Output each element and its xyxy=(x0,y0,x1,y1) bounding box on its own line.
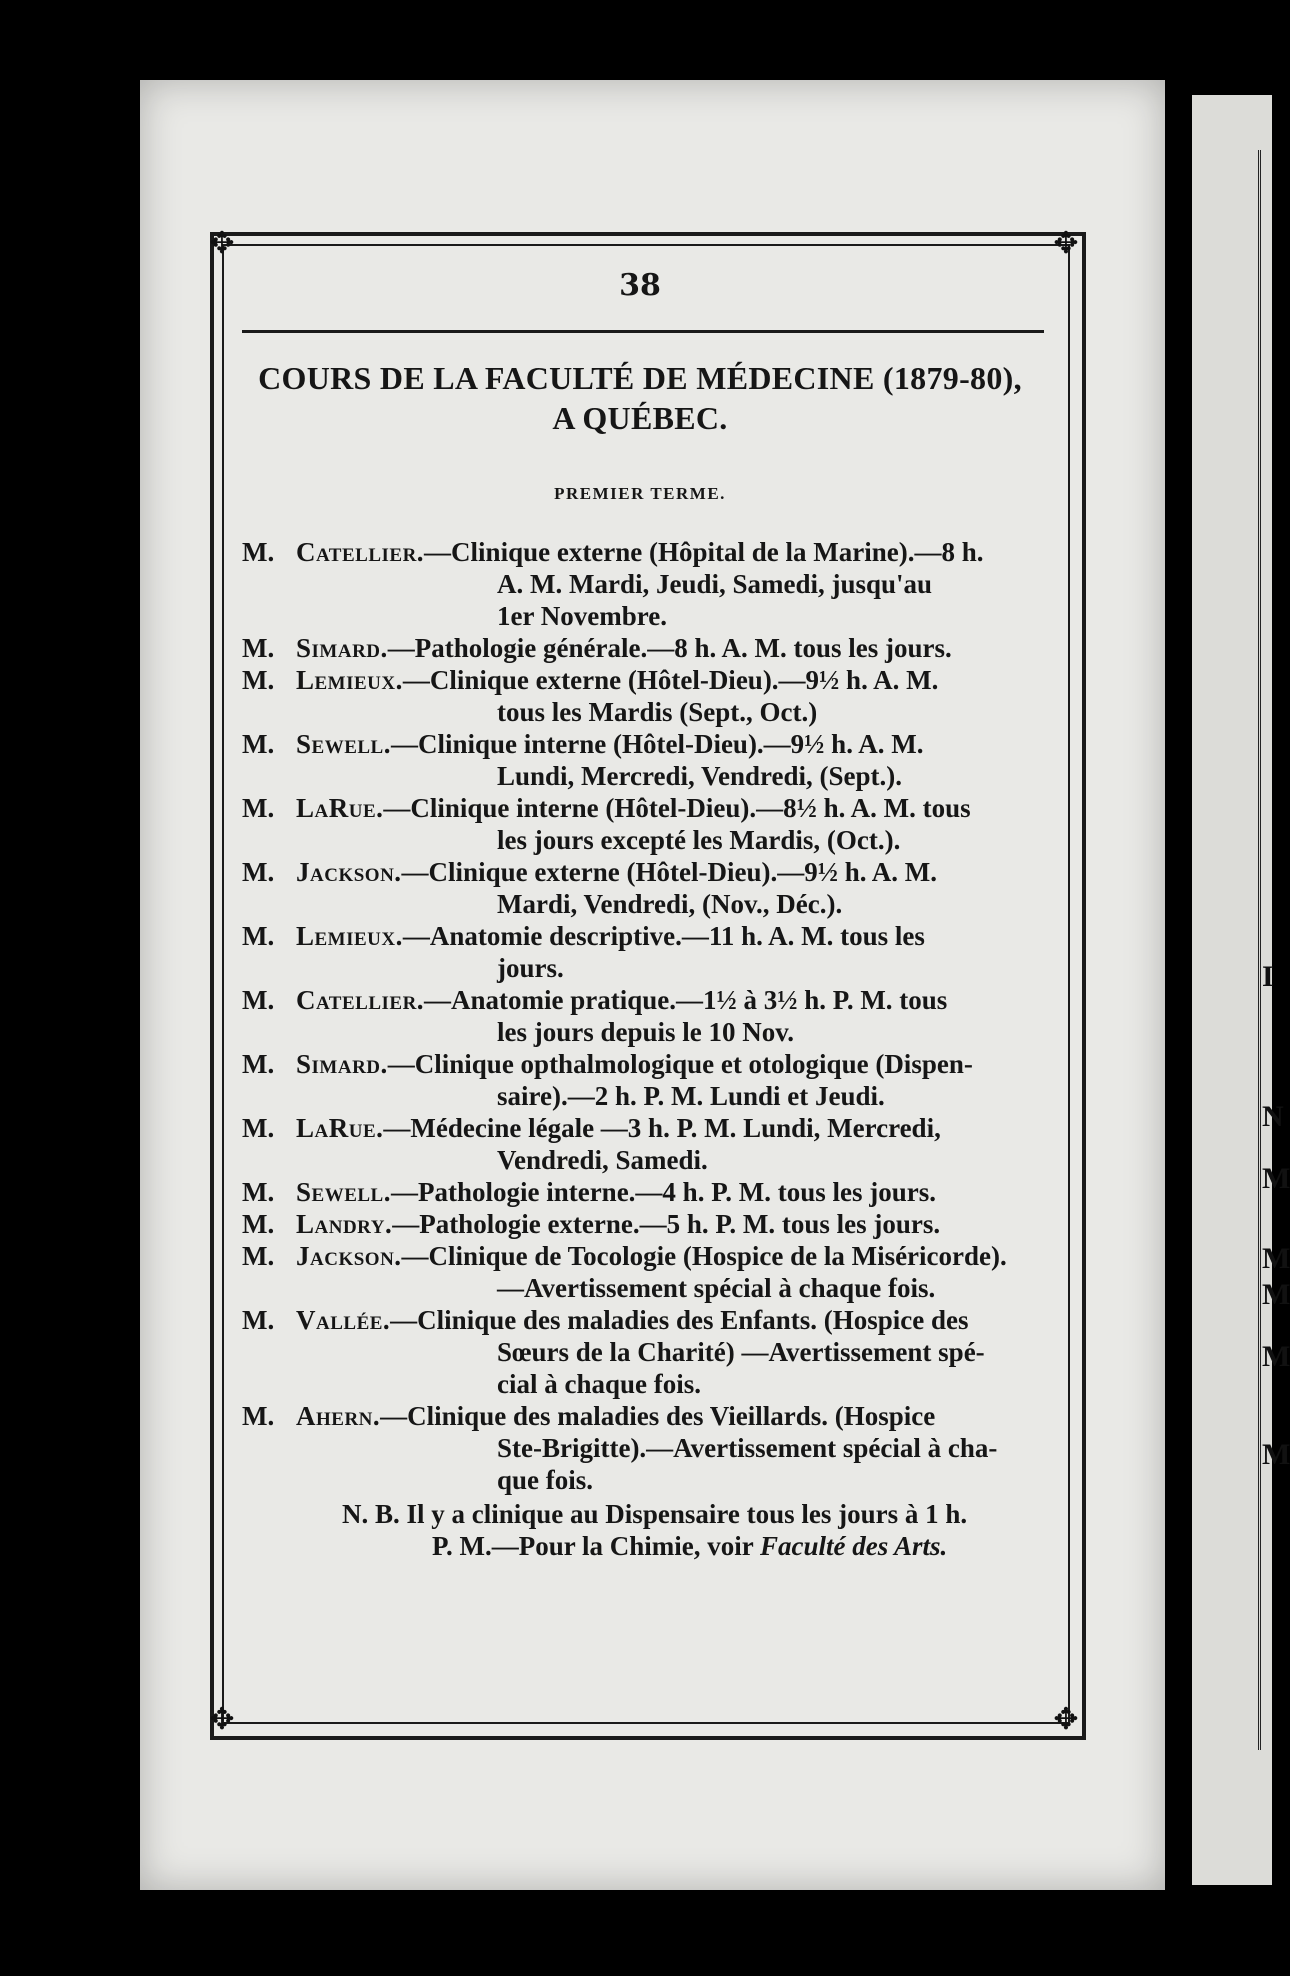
course-text: —Clinique des maladies des Enfants. (Hospice des xyxy=(390,1305,969,1335)
nota-bene xyxy=(242,1498,1048,1562)
professor-name: Lemieux. xyxy=(296,665,403,695)
professor-name: Catellier. xyxy=(296,537,425,567)
course-text: —Médecine légale —3 h. P. M. Lundi, Mercredi, xyxy=(383,1113,941,1143)
course-line xyxy=(242,1240,1048,1272)
nota-bene-label: N. B. xyxy=(342,1499,407,1529)
course-entry xyxy=(242,792,1048,856)
course-text: —Anatomie pratique.—1½ à 3½ h. P. M. tous xyxy=(424,985,948,1015)
title-abbrev: M. xyxy=(242,1049,275,1079)
course-entry xyxy=(242,1240,1048,1304)
course-line: tous les Mardis (Sept., Oct.) xyxy=(497,697,818,727)
professor-name: Sewell. xyxy=(296,729,391,759)
title-abbrev: M. xyxy=(242,1113,275,1143)
course-text: —Pathologie externe.—5 h. P. M. tous les jours. xyxy=(392,1209,941,1239)
course-line xyxy=(242,536,1048,568)
professor-name: Landry. xyxy=(296,1209,393,1239)
professor-name: Jackson. xyxy=(296,1241,402,1271)
header-rule xyxy=(242,330,1044,333)
course-line xyxy=(242,1304,1048,1336)
course-text: —Clinique des maladies des Vieillards. (Hospice xyxy=(380,1401,936,1431)
course-line xyxy=(242,1208,1048,1240)
course-line xyxy=(242,1176,1048,1208)
faculty-reference: Faculté des Arts. xyxy=(760,1531,948,1561)
course-line xyxy=(242,664,1048,696)
course-line: cial à chaque fois. xyxy=(497,1369,702,1399)
course-text: —Clinique interne (Hôtel-Dieu).—8½ h. A. M. tous xyxy=(383,793,971,823)
title-line-1: COURS DE LA FACULTÉ DE MÉDECINE (1879-80), xyxy=(258,360,1022,396)
course-line: jours. xyxy=(497,953,564,983)
course-line: Sœurs de la Charité) —Avertissement spé- xyxy=(497,1337,985,1367)
page-number: 38 xyxy=(619,268,661,303)
professor-name: Simard. xyxy=(296,633,388,663)
course-text: —Clinique de Tocologie (Hospice de la Miséricorde). xyxy=(401,1241,1007,1271)
course-text: —Clinique externe (Hôtel-Dieu).—9½ h. A. M. xyxy=(402,665,939,695)
course-list xyxy=(242,536,1048,1562)
adjacent-page-letter: M xyxy=(1262,1340,1290,1373)
adjacent-page-letter: M xyxy=(1262,1278,1290,1311)
course-line: Ste-Brigitte).—Avertissement spécial à cha- xyxy=(497,1433,998,1463)
title-abbrev: M. xyxy=(242,1177,275,1207)
title-abbrev: M. xyxy=(242,537,275,567)
course-entry xyxy=(242,1208,1048,1240)
course-entry xyxy=(242,984,1048,1048)
title-abbrev: M. xyxy=(242,729,275,759)
course-text: —Clinique externe (Hôpital de la Marine).—8 h. xyxy=(424,537,984,567)
course-line xyxy=(242,984,1048,1016)
title-abbrev: M. xyxy=(242,1241,275,1271)
course-line: A. M. Mardi, Jeudi, Samedi, jusqu'au xyxy=(497,569,933,599)
title-abbrev: M. xyxy=(242,985,275,1015)
title-abbrev: M. xyxy=(242,857,275,887)
course-text: —Clinique externe (Hôtel-Dieu).—9½ h. A. M. xyxy=(401,857,937,887)
professor-name: Jackson. xyxy=(296,857,402,887)
adjacent-page-letter: M xyxy=(1262,1162,1290,1195)
professor-name: LaRue. xyxy=(296,1113,384,1143)
adjacent-page-letter: N xyxy=(1262,1100,1284,1133)
course-entry xyxy=(242,1304,1048,1400)
course-line xyxy=(242,632,1048,664)
title-abbrev: M. xyxy=(242,793,275,823)
course-entry xyxy=(242,1112,1048,1176)
course-line: les jours excepté les Mardis, (Oct.). xyxy=(497,825,901,855)
course-text: —Pathologie interne.—4 h. P. M. tous les jours. xyxy=(390,1177,936,1207)
course-entry xyxy=(242,856,1048,920)
professor-name: Lemieux. xyxy=(296,921,403,951)
course-line xyxy=(242,728,1048,760)
course-text: —Clinique interne (Hôtel-Dieu).—9½ h. A. M. xyxy=(390,729,924,759)
course-line xyxy=(242,1112,1048,1144)
professor-name: Sewell. xyxy=(296,1177,391,1207)
title-abbrev: M. xyxy=(242,633,275,663)
course-entry xyxy=(242,1048,1048,1112)
course-text: —Anatomie descriptive.—11 h. A. M. tous les xyxy=(402,921,925,951)
course-entry xyxy=(242,920,1048,984)
nota-bene-line-2 xyxy=(242,1530,1048,1562)
nota-bene-line-1 xyxy=(242,1498,1048,1530)
course-line: Vendredi, Samedi. xyxy=(497,1145,708,1175)
course-entry xyxy=(242,728,1048,792)
course-line: 1er Novembre. xyxy=(497,601,667,631)
course-line: Lundi, Mercredi, Vendredi, (Sept.). xyxy=(497,761,903,791)
nota-bene-text: Il y a clinique au Dispensaire tous les jours à 1 h. xyxy=(406,1499,968,1529)
course-line xyxy=(242,1048,1048,1080)
course-line xyxy=(242,920,1048,952)
title-line-2: A QUÉBEC. xyxy=(552,400,728,436)
title-abbrev: M. xyxy=(242,1209,275,1239)
corner-ornament-icon: ✥ xyxy=(209,1702,235,1737)
course-line: saire).—2 h. P. M. Lundi et Jeudi. xyxy=(497,1081,885,1111)
nota-bene-text: P. M.—Pour la Chimie, voir xyxy=(432,1531,760,1561)
course-entry xyxy=(242,664,1048,728)
course-line xyxy=(242,1400,1048,1432)
corner-ornament-icon: ✥ xyxy=(209,226,235,261)
adjacent-page-frame xyxy=(1258,150,1265,1750)
adjacent-page-letter: M xyxy=(1262,1242,1290,1275)
course-line: —Avertissement spécial à chaque fois. xyxy=(497,1273,936,1303)
title-abbrev: M. xyxy=(242,1401,275,1431)
professor-name: Ahern. xyxy=(296,1401,381,1431)
course-entry xyxy=(242,536,1048,632)
page-title xyxy=(240,358,1040,438)
corner-ornament-icon: ✥ xyxy=(1053,226,1079,261)
course-line: Mardi, Vendredi, (Nov., Déc.). xyxy=(497,889,843,919)
course-text: —Pathologie générale.—8 h. A. M. tous les jours. xyxy=(387,633,952,663)
adjacent-page-letter: M xyxy=(1262,1438,1290,1471)
course-entry xyxy=(242,1400,1048,1496)
course-line: les jours depuis le 10 Nov. xyxy=(497,1017,795,1047)
corner-ornament-icon: ✥ xyxy=(1053,1702,1079,1737)
course-line: que fois. xyxy=(497,1465,594,1495)
professor-name: LaRue. xyxy=(296,793,384,823)
professor-name: Catellier. xyxy=(296,985,425,1015)
course-line xyxy=(242,792,1048,824)
professor-name: Simard. xyxy=(296,1049,388,1079)
course-entry xyxy=(242,1176,1048,1208)
course-entry xyxy=(242,632,1048,664)
course-line xyxy=(242,856,1048,888)
title-abbrev: M. xyxy=(242,1305,275,1335)
term-heading: PREMIER TERME. xyxy=(554,484,726,503)
title-abbrev: M. xyxy=(242,665,275,695)
adjacent-page-letter: I xyxy=(1262,960,1274,993)
course-text: —Clinique opthalmologique et otologique (Dispen- xyxy=(387,1049,973,1079)
title-abbrev: M. xyxy=(242,921,275,951)
professor-name: Vallée. xyxy=(296,1305,391,1335)
